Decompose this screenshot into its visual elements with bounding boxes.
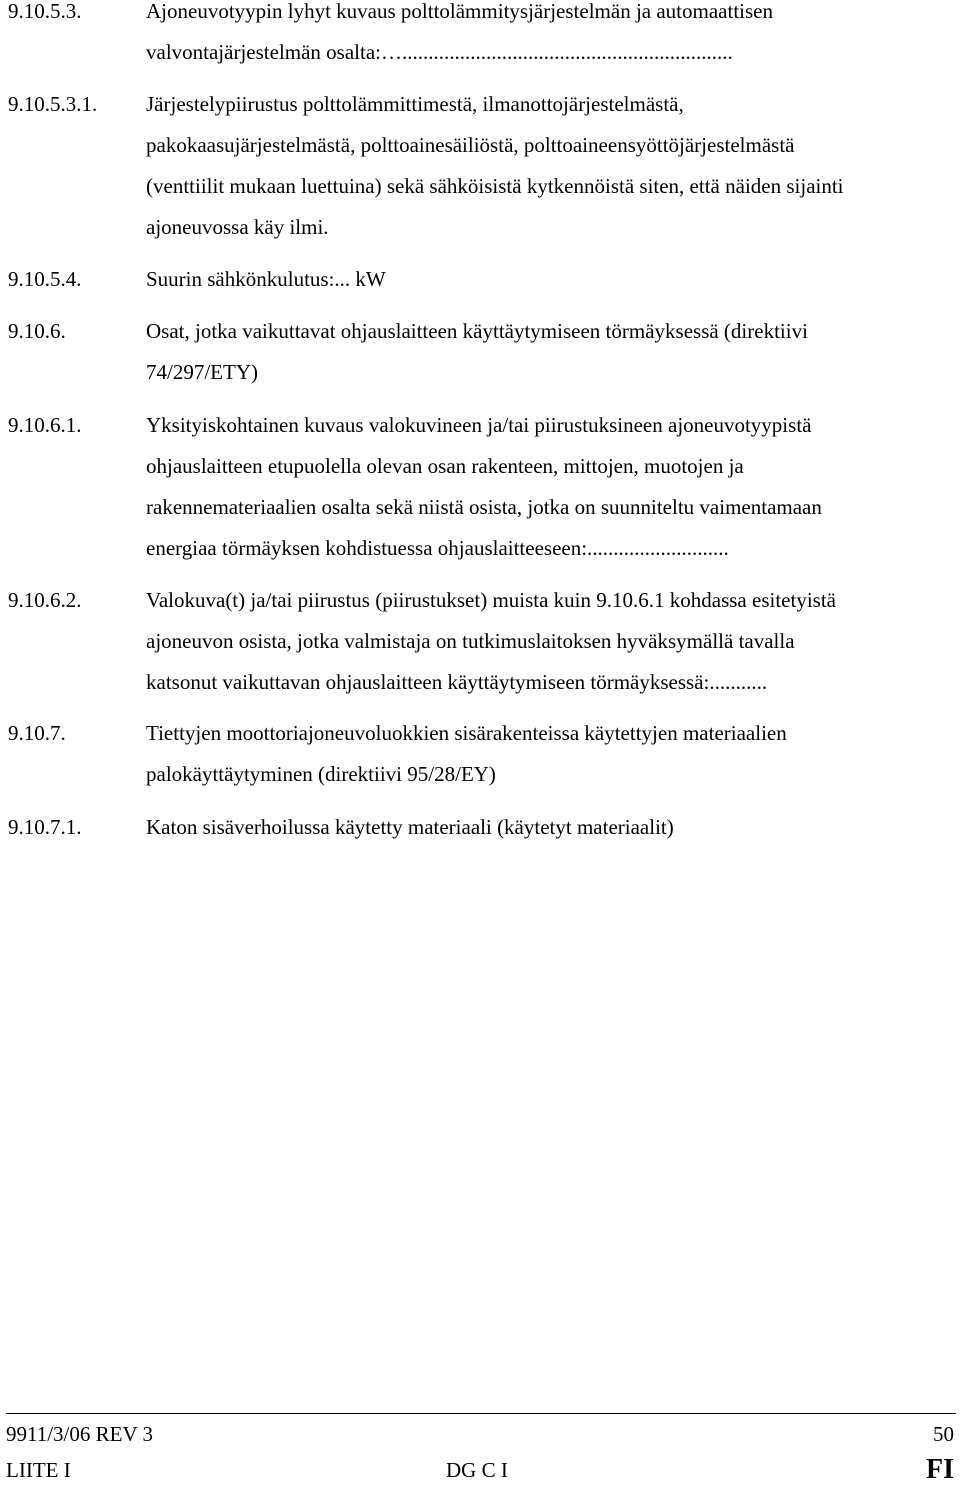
section-text bbox=[146, 259, 946, 300]
section-number: 9.10.6.1. bbox=[8, 413, 82, 437]
text-line: ajoneuvon osista, jotka valmistaja on tutkimuslaitoksen hyväksymällä tavalla bbox=[146, 629, 795, 653]
section-9-10-5-4 bbox=[8, 259, 946, 300]
text-line: katsonut vaikuttavan ohjauslaitteen käyttäytymiseen törmäyksessä:........... bbox=[146, 670, 768, 694]
section-9-10-7 bbox=[8, 713, 946, 795]
section-text bbox=[146, 0, 946, 73]
text-line: rakennemateriaalien osalta sekä niistä osista, jotka on suunniteltu vaimentamaan bbox=[146, 495, 822, 519]
section-number: 9.10.7. bbox=[8, 721, 66, 745]
directorate-label: DG C I bbox=[446, 1458, 508, 1482]
text-line: Ajoneuvotyypin lyhyt kuvaus polttolämmitysjärjestelmän ja automaattisen bbox=[146, 0, 773, 23]
section-9-10-5-3-1 bbox=[8, 84, 946, 248]
document-reference: 9911/3/06 REV 3 bbox=[6, 1422, 154, 1446]
section-9-10-6-1 bbox=[8, 405, 946, 569]
text-line: ajoneuvossa käy ilmi. bbox=[146, 215, 329, 239]
section-9-10-6 bbox=[8, 311, 946, 393]
text-line: Osat, jotka vaikuttavat ohjauslaitteen käyttäytymiseen törmäyksessä (direktiivi bbox=[146, 319, 808, 343]
text-line: 74/297/ETY) bbox=[146, 360, 258, 384]
text-line: valvontajärjestelmän osalta:…............................................................... bbox=[146, 40, 733, 64]
section-number: 9.10.7.1. bbox=[8, 815, 82, 839]
text-line: Järjestelypiirustus polttolämmittimestä, ilmanottojärjestelmästä, bbox=[146, 92, 684, 116]
section-number: 9.10.6. bbox=[8, 319, 66, 343]
section-number: 9.10.5.4. bbox=[8, 267, 82, 291]
text-line: palokäyttäytyminen (direktiivi 95/28/EY) bbox=[146, 762, 496, 786]
section-number: 9.10.6.2. bbox=[8, 588, 82, 612]
text-line: pakokaasujärjestelmästä, polttoainesäiliöstä, polttoaineensyöttöjärjestelmästä bbox=[146, 133, 795, 157]
text-line: Yksityiskohtainen kuvaus valokuvineen ja/tai piirustuksineen ajoneuvotyypistä bbox=[146, 413, 812, 437]
text-line: Valokuva(t) ja/tai piirustus (piirustukset) muista kuin 9.10.6.1 kohdassa esitetyistä bbox=[146, 588, 836, 612]
text-line: Tiettyjen moottoriajoneuvoluokkien sisärakenteissa käytettyjen materiaalien bbox=[146, 721, 787, 745]
text-line: (venttiilit mukaan luettuina) sekä sähköisistä kytkennöistä siten, että näiden sijainti bbox=[146, 174, 844, 198]
section-number: 9.10.5.3. bbox=[8, 0, 82, 23]
language-code: FI bbox=[926, 1454, 954, 1485]
section-number: 9.10.5.3.1. bbox=[8, 92, 98, 116]
section-9-10-7-1 bbox=[8, 807, 946, 848]
section-text bbox=[146, 807, 946, 848]
section-text bbox=[146, 311, 946, 393]
section-9-10-6-2 bbox=[8, 580, 946, 703]
section-text bbox=[146, 580, 946, 703]
page-number: 50 bbox=[933, 1422, 954, 1446]
text-line: energiaa törmäyksen kohdistuessa ohjauslaitteeseen:........................... bbox=[146, 536, 729, 560]
text-line: Katon sisäverhoilussa käytetty materiaali (käytetyt materiaalit) bbox=[146, 815, 674, 839]
section-text bbox=[146, 84, 946, 248]
section-9-10-5-3 bbox=[8, 0, 946, 73]
section-text bbox=[146, 713, 946, 795]
text-line: Suurin sähkönkulutus:... kW bbox=[146, 267, 386, 291]
text-line: ohjauslaitteen etupuolella olevan osan rakenteen, mittojen, muotojen ja bbox=[146, 454, 744, 478]
section-text bbox=[146, 405, 946, 569]
page-footer bbox=[6, 1413, 956, 1485]
annex-label: LIITE I bbox=[6, 1458, 71, 1482]
